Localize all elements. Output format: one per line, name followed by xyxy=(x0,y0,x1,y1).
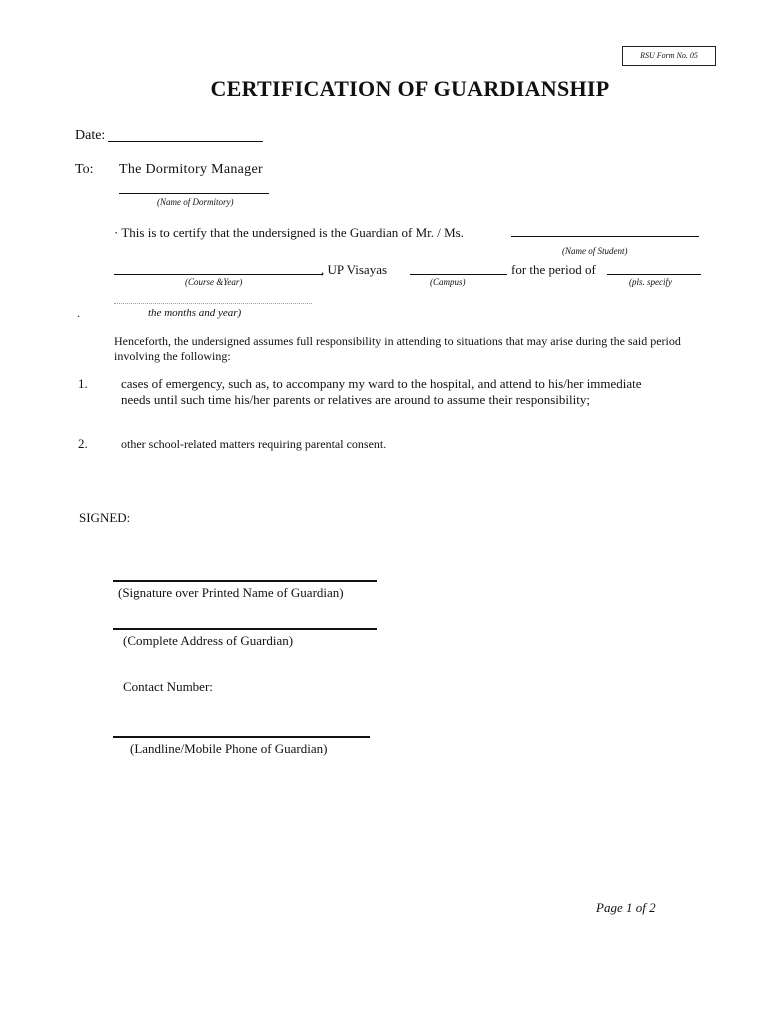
phone-caption: (Landline/Mobile Phone of Guardian) xyxy=(130,741,328,756)
form-number: RSU Form No. 05 xyxy=(640,51,698,60)
signature-field-line[interactable] xyxy=(113,580,377,582)
date-field-line[interactable] xyxy=(108,141,263,142)
item-2-number: 2. xyxy=(78,436,88,451)
course-caption: (Course &Year) xyxy=(185,277,243,287)
university-campus-text: , UP Visayas xyxy=(321,262,388,277)
recipient-name: The Dormitory Manager xyxy=(119,162,263,177)
period-field-line[interactable] xyxy=(607,274,701,275)
campus-caption: (Campus) xyxy=(430,277,466,287)
item-1-text: cases of emergency, such as, to accompany my ward to the hospital, and attend to his/her immediate needs until such time his/her parents or relatives are around to assume their responsibility; xyxy=(121,376,642,407)
dormitory-caption: (Name of Dormitory) xyxy=(157,197,234,207)
item-1-number: 1. xyxy=(78,376,88,391)
student-name-field-line[interactable] xyxy=(511,236,699,237)
document-title: CERTIFICATION OF GUARDIANSHIP xyxy=(210,76,610,101)
date-label: Date: xyxy=(75,128,106,143)
student-caption: (Name of Student) xyxy=(562,246,628,256)
address-caption: (Complete Address of Guardian) xyxy=(123,633,294,648)
bullet-dot: . xyxy=(77,306,80,320)
item-2-text: other school-related matters requiring parental consent. xyxy=(121,437,387,451)
months-caption: the months and year) xyxy=(148,307,242,319)
signed-label: SIGNED: xyxy=(79,510,131,525)
phone-field-line[interactable] xyxy=(113,736,370,738)
dormitory-field-line[interactable] xyxy=(119,193,269,194)
months-year-field-line[interactable] xyxy=(114,303,312,304)
period-text: for the period of xyxy=(511,262,596,277)
course-year-field-line[interactable] xyxy=(114,274,323,275)
page-number: Page 1 of 2 xyxy=(596,900,656,915)
form-number-box xyxy=(622,46,716,66)
specify-caption: (pls. specify xyxy=(629,277,672,287)
address-field-line[interactable] xyxy=(113,628,377,630)
campus-field-line[interactable] xyxy=(410,274,507,275)
contact-number-label: Contact Number: xyxy=(123,679,213,694)
to-label: To: xyxy=(75,162,94,177)
responsibility-paragraph: Henceforth, the undersigned assumes full responsibility in attending to situations that may arise during the said period involving the following: xyxy=(114,334,681,363)
signature-caption: (Signature over Printed Name of Guardian) xyxy=(118,585,344,600)
certify-intro: · This is to certify that the undersigned is the Guardian of Mr. / Ms. xyxy=(114,225,464,240)
